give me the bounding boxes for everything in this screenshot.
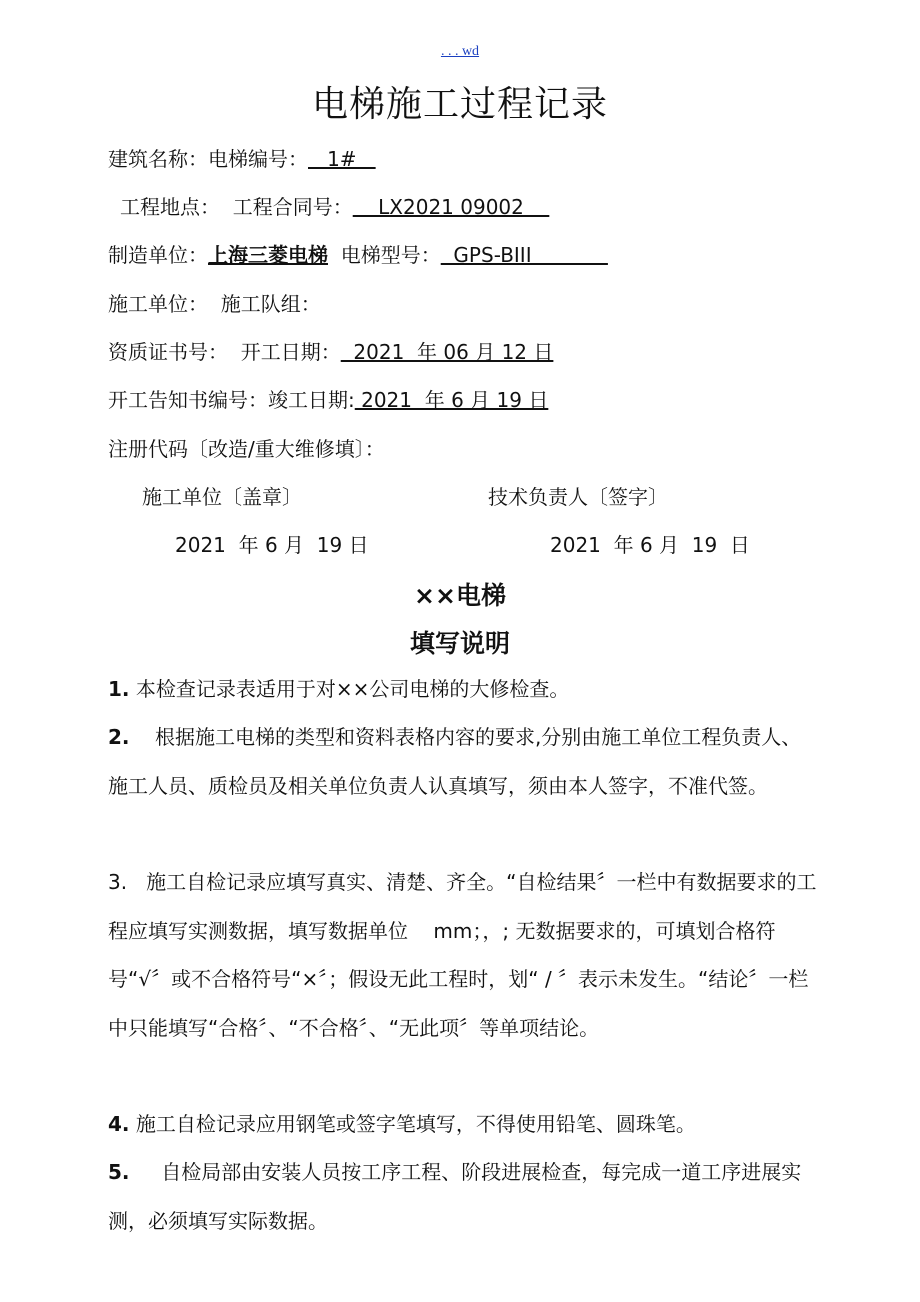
instruction-num: 5. (108, 1160, 130, 1184)
qualification-label: 资质证书号： (108, 340, 228, 364)
contract-no-label: 工程合同号： (232, 195, 353, 219)
form-line-manufacturer (108, 240, 608, 270)
form-line-notice (108, 385, 548, 415)
elevator-no-label: 电梯编号： (208, 147, 308, 171)
instruction-num: 4. (108, 1112, 130, 1136)
form-line-building (108, 144, 376, 174)
sign-right-date: 2021 年 6 月 19 日 (550, 533, 750, 557)
finish-date-value: 2021 年 6 月 19 日 (354, 388, 549, 412)
team-label: 施工队组： (220, 292, 321, 316)
page-title: 电梯施工过程记录 (311, 84, 608, 125)
form-line-qualification (108, 337, 553, 367)
form-line-site (120, 192, 549, 222)
reg-code-label: 注册代码〔改造/重大维修填〕： (108, 437, 385, 461)
instruction-text: 自检局部由安装人员按工序工程、阶段进展检查，每完成一道工序进展实测，必须填写实际数据。 (108, 1160, 802, 1233)
instruction-num: 2. (108, 725, 130, 749)
form-line-construction (108, 289, 321, 319)
site-label: 工程地点： (120, 195, 220, 219)
start-date-value: 2021 年 06 月 12 日 (340, 340, 554, 364)
instruction-num: 3. (108, 870, 128, 894)
sign-left-date: 2021 年 6 月 19 日 (175, 533, 369, 557)
model-value: GPS-BIII (440, 243, 608, 267)
contract-no-value: LX2021 09002 (352, 195, 550, 219)
instruction-item-1 (108, 665, 820, 714)
manufacturer-value: 上海三菱电梯 (208, 243, 328, 267)
sign-right-label: 技术负责人〔签字〕 (488, 485, 668, 509)
construction-unit-label: 施工单位： (108, 292, 208, 316)
instruction-item-4 (108, 1100, 820, 1149)
model-label: 电梯型号： (340, 243, 441, 267)
instruction-item-2 (108, 713, 820, 810)
instruction-text: 本检查记录表适用于对××公司电梯的大修检查。 (129, 677, 570, 701)
instruction-item-5 (108, 1148, 820, 1245)
instruction-text: 根据施工电梯的类型和资料表格内容的要求,分别由施工单位工程负责人、施工人员、质检员及相关单位负责人认真填写，须由本人签字，不准代签。 (108, 725, 802, 798)
finish-date-label: 竣工日期: (268, 388, 355, 412)
elevator-no-value: 1# (308, 147, 376, 171)
section-title-elevator: ××电梯 (414, 581, 506, 610)
notice-no-label: 开工告知书编号： (108, 388, 268, 412)
instruction-num: 1. (108, 677, 130, 701)
form-line-regcode (108, 434, 385, 464)
header-link[interactable]: . . . wd (440, 44, 480, 59)
instruction-text: 施工自检记录应用钢笔或签字笔填写，不得使用铅笔、圆珠笔。 (129, 1112, 696, 1136)
section-title-instructions: 填写说明 (409, 629, 510, 658)
manufacturer-label: 制造单位： (108, 243, 208, 267)
building-name-label: 建筑名称： (108, 147, 208, 171)
sign-left-label: 施工单位〔盖章〕 (142, 485, 302, 509)
start-date-label: 开工日期： (240, 340, 341, 364)
instruction-text: 施工自检记录应填写真实、清楚、齐全。“自检结果〞一栏中有数据要求的工程应填写实测数据，填写数据单位 mm；，; 无数据要求的，可填划合格符号“√〞或不合格符号“×〞；假设无此工程时，划“ / 〞表示未发生。“结论〞一栏中只能填写“合格〞、“不合格〞、“无此项〞等单项结论。 (108, 870, 817, 1040)
instruction-item-3 (108, 858, 820, 1052)
